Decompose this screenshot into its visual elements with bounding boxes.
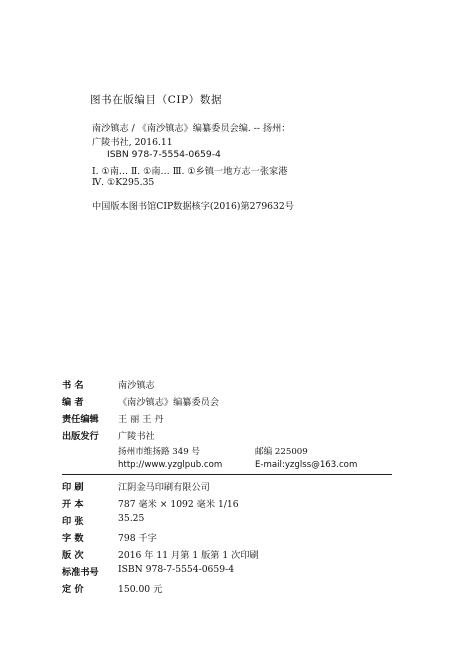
publisher-address: 扬州市维扬路 349 号: [118, 447, 201, 457]
cip-line-2: 广陵书社, 2016.11: [92, 137, 173, 148]
divider: [62, 474, 392, 475]
value-publisher: 广陵书社: [118, 431, 155, 442]
label-isbn: 标准书号: [62, 567, 99, 578]
value-price: 150.00 元: [118, 584, 163, 595]
cip-data-number: 中国版本图书馆CIP数据核字(2016)第279632号: [92, 201, 294, 212]
label-editor: 编 者: [62, 397, 84, 408]
value-editor: 《南沙镇志》编纂委员会: [118, 397, 220, 408]
label-format: 开 本: [62, 499, 84, 510]
value-format: 787 毫米 × 1092 毫米 1/16: [118, 499, 239, 510]
cip-line-4: Ⅰ. ①南… Ⅱ. ①南… Ⅲ. ①乡镇一地方志一张家港: [92, 166, 288, 177]
label-printer: 印 刷: [62, 482, 84, 493]
cip-line-1: 南沙镇志 / 《南沙镇志》编纂委员会编. -- 扬州：: [92, 123, 291, 134]
publisher-postcode: 邮编 225009: [255, 447, 308, 457]
value-printer: 江阴金马印刷有限公司: [118, 482, 210, 493]
cip-line-5: Ⅳ. ①K295.35: [92, 177, 155, 188]
value-book-title: 南沙镇志: [118, 380, 155, 391]
label-sheets: 印 张: [62, 516, 84, 527]
publisher-url[interactable]: http://www.yzglpub.com: [118, 460, 223, 470]
cip-title: 图书在版编目（CIP）数据: [90, 94, 223, 106]
value-words: 798 千字: [118, 533, 157, 544]
value-isbn: ISBN 978-7-5554-0659-4: [118, 564, 235, 575]
label-price: 定 价: [62, 584, 84, 595]
label-edition: 版 次: [62, 550, 84, 561]
value-sheets: 35.25: [118, 513, 145, 524]
label-responsible-editor: 责任编辑: [62, 414, 99, 425]
label-publisher: 出版发行: [62, 431, 99, 442]
value-edition: 2016 年 11 月第 1 版第 1 次印刷: [118, 550, 259, 561]
value-responsible-editor: 王 丽 王 丹: [118, 414, 164, 425]
cip-line-3: ISBN 978-7-5554-0659-4: [107, 149, 221, 160]
publisher-email[interactable]: E-mail:yzglss@163.com: [255, 460, 358, 470]
label-words: 字 数: [62, 533, 84, 544]
label-book-title: 书 名: [62, 380, 84, 391]
